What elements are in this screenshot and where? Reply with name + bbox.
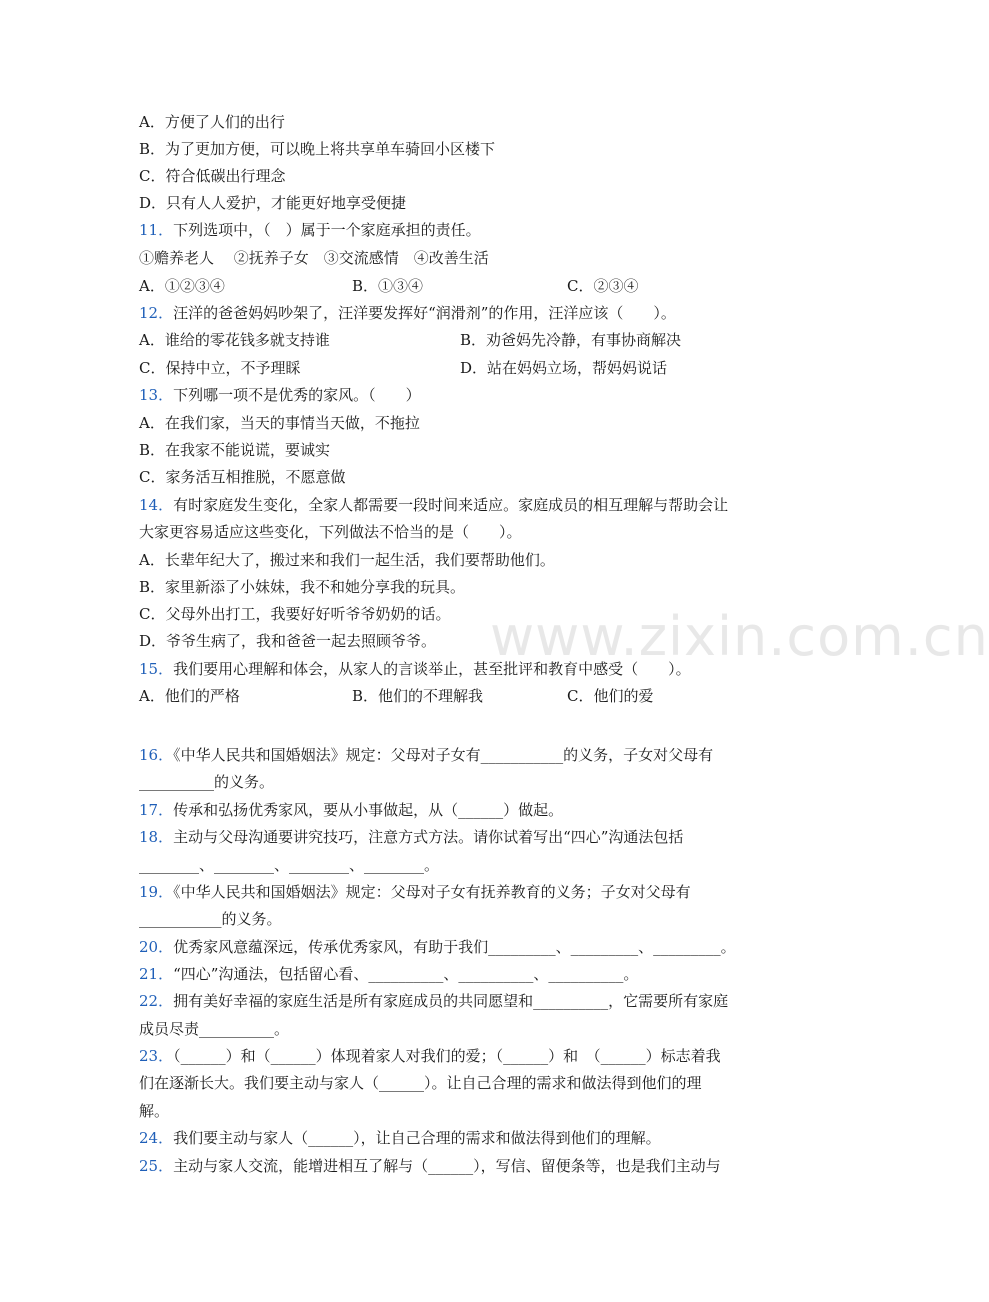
q14-option-b: B．家里新添了小妹妹，我不和她分享我的玩具。	[139, 578, 466, 596]
q16-number: 16．	[139, 746, 174, 764]
q10-option-d: D．只有人人爱护，才能更好地享受便捷	[139, 194, 407, 212]
q12-text: 汪洋的爸爸妈妈吵架了，汪洋要发挥好“润滑剂”的作用，汪洋应该（ ）。	[173, 304, 676, 322]
q10-option-c: C．符合低碳出行理念	[139, 167, 286, 185]
q13-number: 13．	[139, 386, 174, 404]
q22-number: 22．	[139, 992, 174, 1010]
q17-number: 17．	[139, 801, 174, 819]
q16-text: 《中华人民共和国婚姻法》规定：父母对子女有___________的义务，子女对父母有	[173, 746, 714, 764]
q11-option-b: B．①③④	[352, 277, 424, 295]
q25-line1	[139, 1156, 721, 1176]
q15-stem	[139, 659, 691, 679]
q21-number: 21．	[139, 965, 174, 983]
q18-number: 18．	[139, 828, 174, 846]
q11-number: 11．	[139, 221, 174, 239]
q12-option-d: D．站在妈妈立场，帮妈妈说话	[460, 359, 668, 377]
watermark-text: www.zixin.com.cn	[490, 605, 989, 668]
q24-text: 我们要主动与家人（______），让自己合理的需求和做法得到他们的理解。	[173, 1129, 661, 1147]
q15-option-b: B．他们的不理解我	[352, 687, 484, 705]
q19-number: 19．	[139, 883, 174, 901]
q11-stem	[139, 220, 481, 240]
q14-text: 有时家庭发生变化，全家人都需要一段时间来适应。家庭成员的相互理解与帮助会让	[173, 496, 729, 514]
q19-text: 《中华人民共和国婚姻法》规定：父母对子女有抚养教育的义务；子女对父母有	[173, 883, 691, 901]
q19-line2: ___________的义务。	[139, 910, 282, 928]
q25-number: 25．	[139, 1157, 174, 1175]
q19-line1	[139, 882, 691, 902]
q12-option-c: C．保持中立，不予理睬	[139, 359, 301, 377]
q13-stem	[139, 385, 421, 405]
q15-text: 我们要用心理解和体会，从家人的言谈举止，甚至批评和教育中感受（ ）。	[173, 660, 691, 678]
q15-number: 15．	[139, 660, 174, 678]
q14-number: 14．	[139, 496, 174, 514]
q20-number: 20．	[139, 938, 174, 956]
q24-line1	[139, 1128, 661, 1148]
q11-option-c: C．②③④	[567, 277, 639, 295]
q15-option-a: A．他们的严格	[139, 687, 240, 705]
q11-items: ①赡养老人 ②抚养子女 ③交流感情 ④改善生活	[139, 249, 489, 267]
q23-line3: 解。	[139, 1102, 170, 1120]
q10-option-a: A．方便了人们的出行	[139, 113, 285, 131]
q11-text: 下列选项中，（ ）属于一个家庭承担的责任。	[173, 221, 481, 239]
q14-stem-line1	[139, 495, 728, 515]
q12-option-a: A．谁给的零花钱多就支持谁	[139, 331, 330, 349]
q22-line2: 成员尽责__________。	[139, 1020, 290, 1038]
q12-option-b: B．劝爸妈先冷静，有事协商解决	[460, 331, 682, 349]
q14-option-d: D．爷爷生病了，我和爸爸一起去照顾爷爷。	[139, 632, 437, 650]
q14-stem-line2: 大家更容易适应这些变化，下列做法不恰当的是（ ）。	[139, 523, 522, 541]
q13-option-b: B．在我家不能说谎，要诚实	[139, 441, 331, 459]
q14-option-c: C．父母外出打工，我要好好听爷爷奶奶的话。	[139, 605, 451, 623]
q13-text: 下列哪一项不是优秀的家风。（ ）	[173, 386, 421, 404]
q13-option-a: A．在我们家，当天的事情当天做，不拖拉	[139, 414, 420, 432]
q13-option-c: C．家务活互相推脱，不愿意做	[139, 468, 346, 486]
q12-stem	[139, 303, 676, 323]
q16-line1	[139, 745, 713, 765]
q23-line1	[139, 1046, 721, 1066]
q23-number: 23．	[139, 1047, 174, 1065]
q21-line1	[139, 964, 638, 984]
q23-line2: 们在逐渐长大。我们要主动与家人（______）。让自己合理的需求和做法得到他们的理	[139, 1074, 702, 1092]
q20-text: 优秀家风意蕴深远，传承优秀家风，有助于我们_________、_________、_________。	[173, 938, 736, 956]
q10-option-b: B．为了更加方便，可以晚上将共享单车骑回小区楼下	[139, 140, 496, 158]
q17-text: 传承和弘扬优秀家风，要从小事做起，从（______）做起。	[173, 801, 564, 819]
q21-text: “四心”沟通法，包括留心看、__________、__________、__________。	[173, 965, 639, 983]
q16-line2: __________的义务。	[139, 773, 275, 791]
q17-line1	[139, 800, 563, 820]
q25-text: 主动与家人交流，能增进相互了解与（______），写信、留便条等，也是我们主动与	[173, 1157, 721, 1175]
q15-option-c: C．他们的爱	[567, 687, 654, 705]
q24-number: 24．	[139, 1129, 174, 1147]
q12-number: 12．	[139, 304, 174, 322]
q20-line1	[139, 937, 736, 957]
q23-text: （______）和（______）体现着家人对我们的爱；（______）和 （______）标志着我	[173, 1047, 721, 1065]
q18-line1	[139, 827, 683, 847]
q18-text: 主动与父母沟通要讲究技巧，注意方式方法。请你试着写出“四心”沟通法包括	[173, 828, 684, 846]
q22-line1	[139, 991, 728, 1011]
q14-option-a: A．长辈年纪大了，搬过来和我们一起生活，我们要帮助他们。	[139, 551, 555, 569]
q11-option-a: A．①②③④	[139, 277, 225, 295]
q22-text: 拥有美好幸福的家庭生活是所有家庭成员的共同愿望和__________，它需要所有家庭	[173, 992, 729, 1010]
q18-line2: ________、________、________、________。	[139, 856, 440, 874]
